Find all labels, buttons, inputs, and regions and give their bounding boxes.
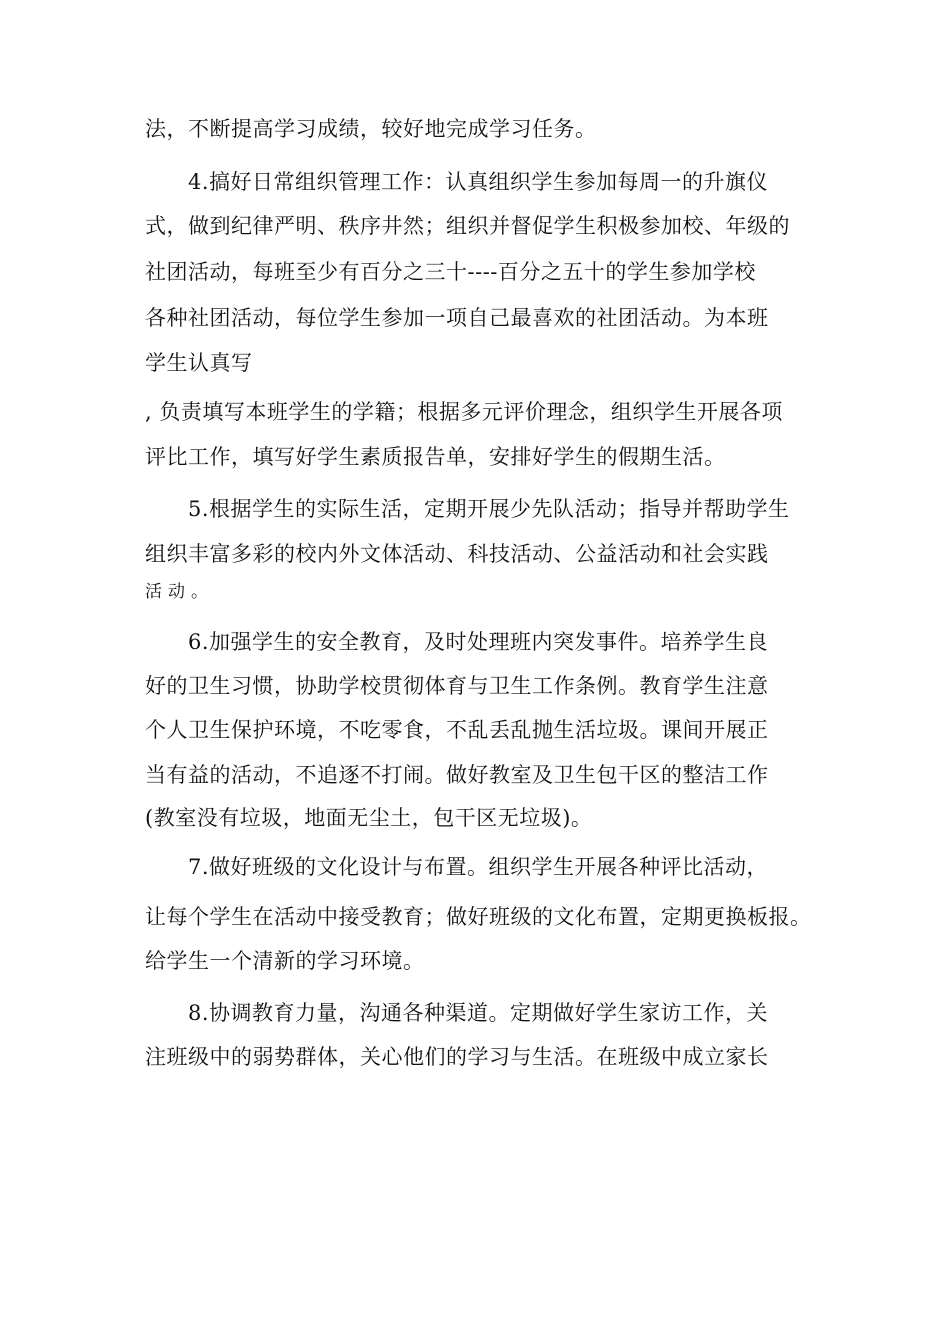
text-line: 组织丰富多彩的校内外文体活动、科技活动、公益活动和社会实践 [145, 542, 769, 566]
text-line: 好的卫生习惯，协助学校贯彻体育与卫生工作条例。教育学生注意 [145, 674, 769, 698]
text-line: 5.根据学生的实际生活，定期开展少先队活动；指导并帮助学生 [188, 497, 790, 521]
text-line: 学生认真写 [145, 351, 253, 375]
text-line: 个人卫生保护环境，不吃零食，不乱丢乱抛生活垃圾。课间开展正 [145, 718, 769, 742]
text-line: 社团活动，每班至少有百分之三十----百分之五十的学生参加学校 [145, 260, 756, 284]
text-line: 6.加强学生的安全教育，及时处理班内突发事件。培养学生良 [188, 630, 769, 654]
text-line: 给学生一个清新的学习环境。 [145, 949, 425, 973]
text-line: 式，做到纪律严明、秩序井然；组织并督促学生积极参加校、年级的 [145, 214, 790, 238]
text-line: 活动。 [145, 582, 214, 602]
text-line: 让每个学生在活动中接受教育；做好班级的文化布置，定期更换板报。 [145, 905, 812, 929]
text-line: (教室没有垃圾，地面无尘土，包干区无垃圾)。 [145, 806, 593, 830]
text-line: 法，不断提高学习成绩，较好地完成学习任务。 [145, 117, 597, 141]
text-line: 4.搞好日常组织管理工作：认真组织学生参加每周一的升旗仪 [188, 170, 769, 194]
text-line: 7.做好班级的文化设计与布置。组织学生开展各种评比活动， [188, 855, 769, 879]
text-line: 8.协调教育力量，沟通各种渠道。定期做好学生家访工作，关 [188, 1001, 769, 1025]
text-line: , 负责填写本班学生的学籍；根据多元评价理念，组织学生开展各项 [145, 400, 783, 424]
text-line: 注班级中的弱势群体，关心他们的学习与生活。在班级中成立家长 [145, 1045, 769, 1069]
text-line: 当有益的活动，不追逐不打闹。做好教室及卫生包干区的整洁工作 [145, 763, 769, 787]
text-line: 各种社团活动，每位学生参加一项自己最喜欢的社团活动。为本班 [145, 306, 769, 330]
text-line: 评比工作，填写好学生素质报告单，安排好学生的假期生活。 [145, 445, 726, 469]
